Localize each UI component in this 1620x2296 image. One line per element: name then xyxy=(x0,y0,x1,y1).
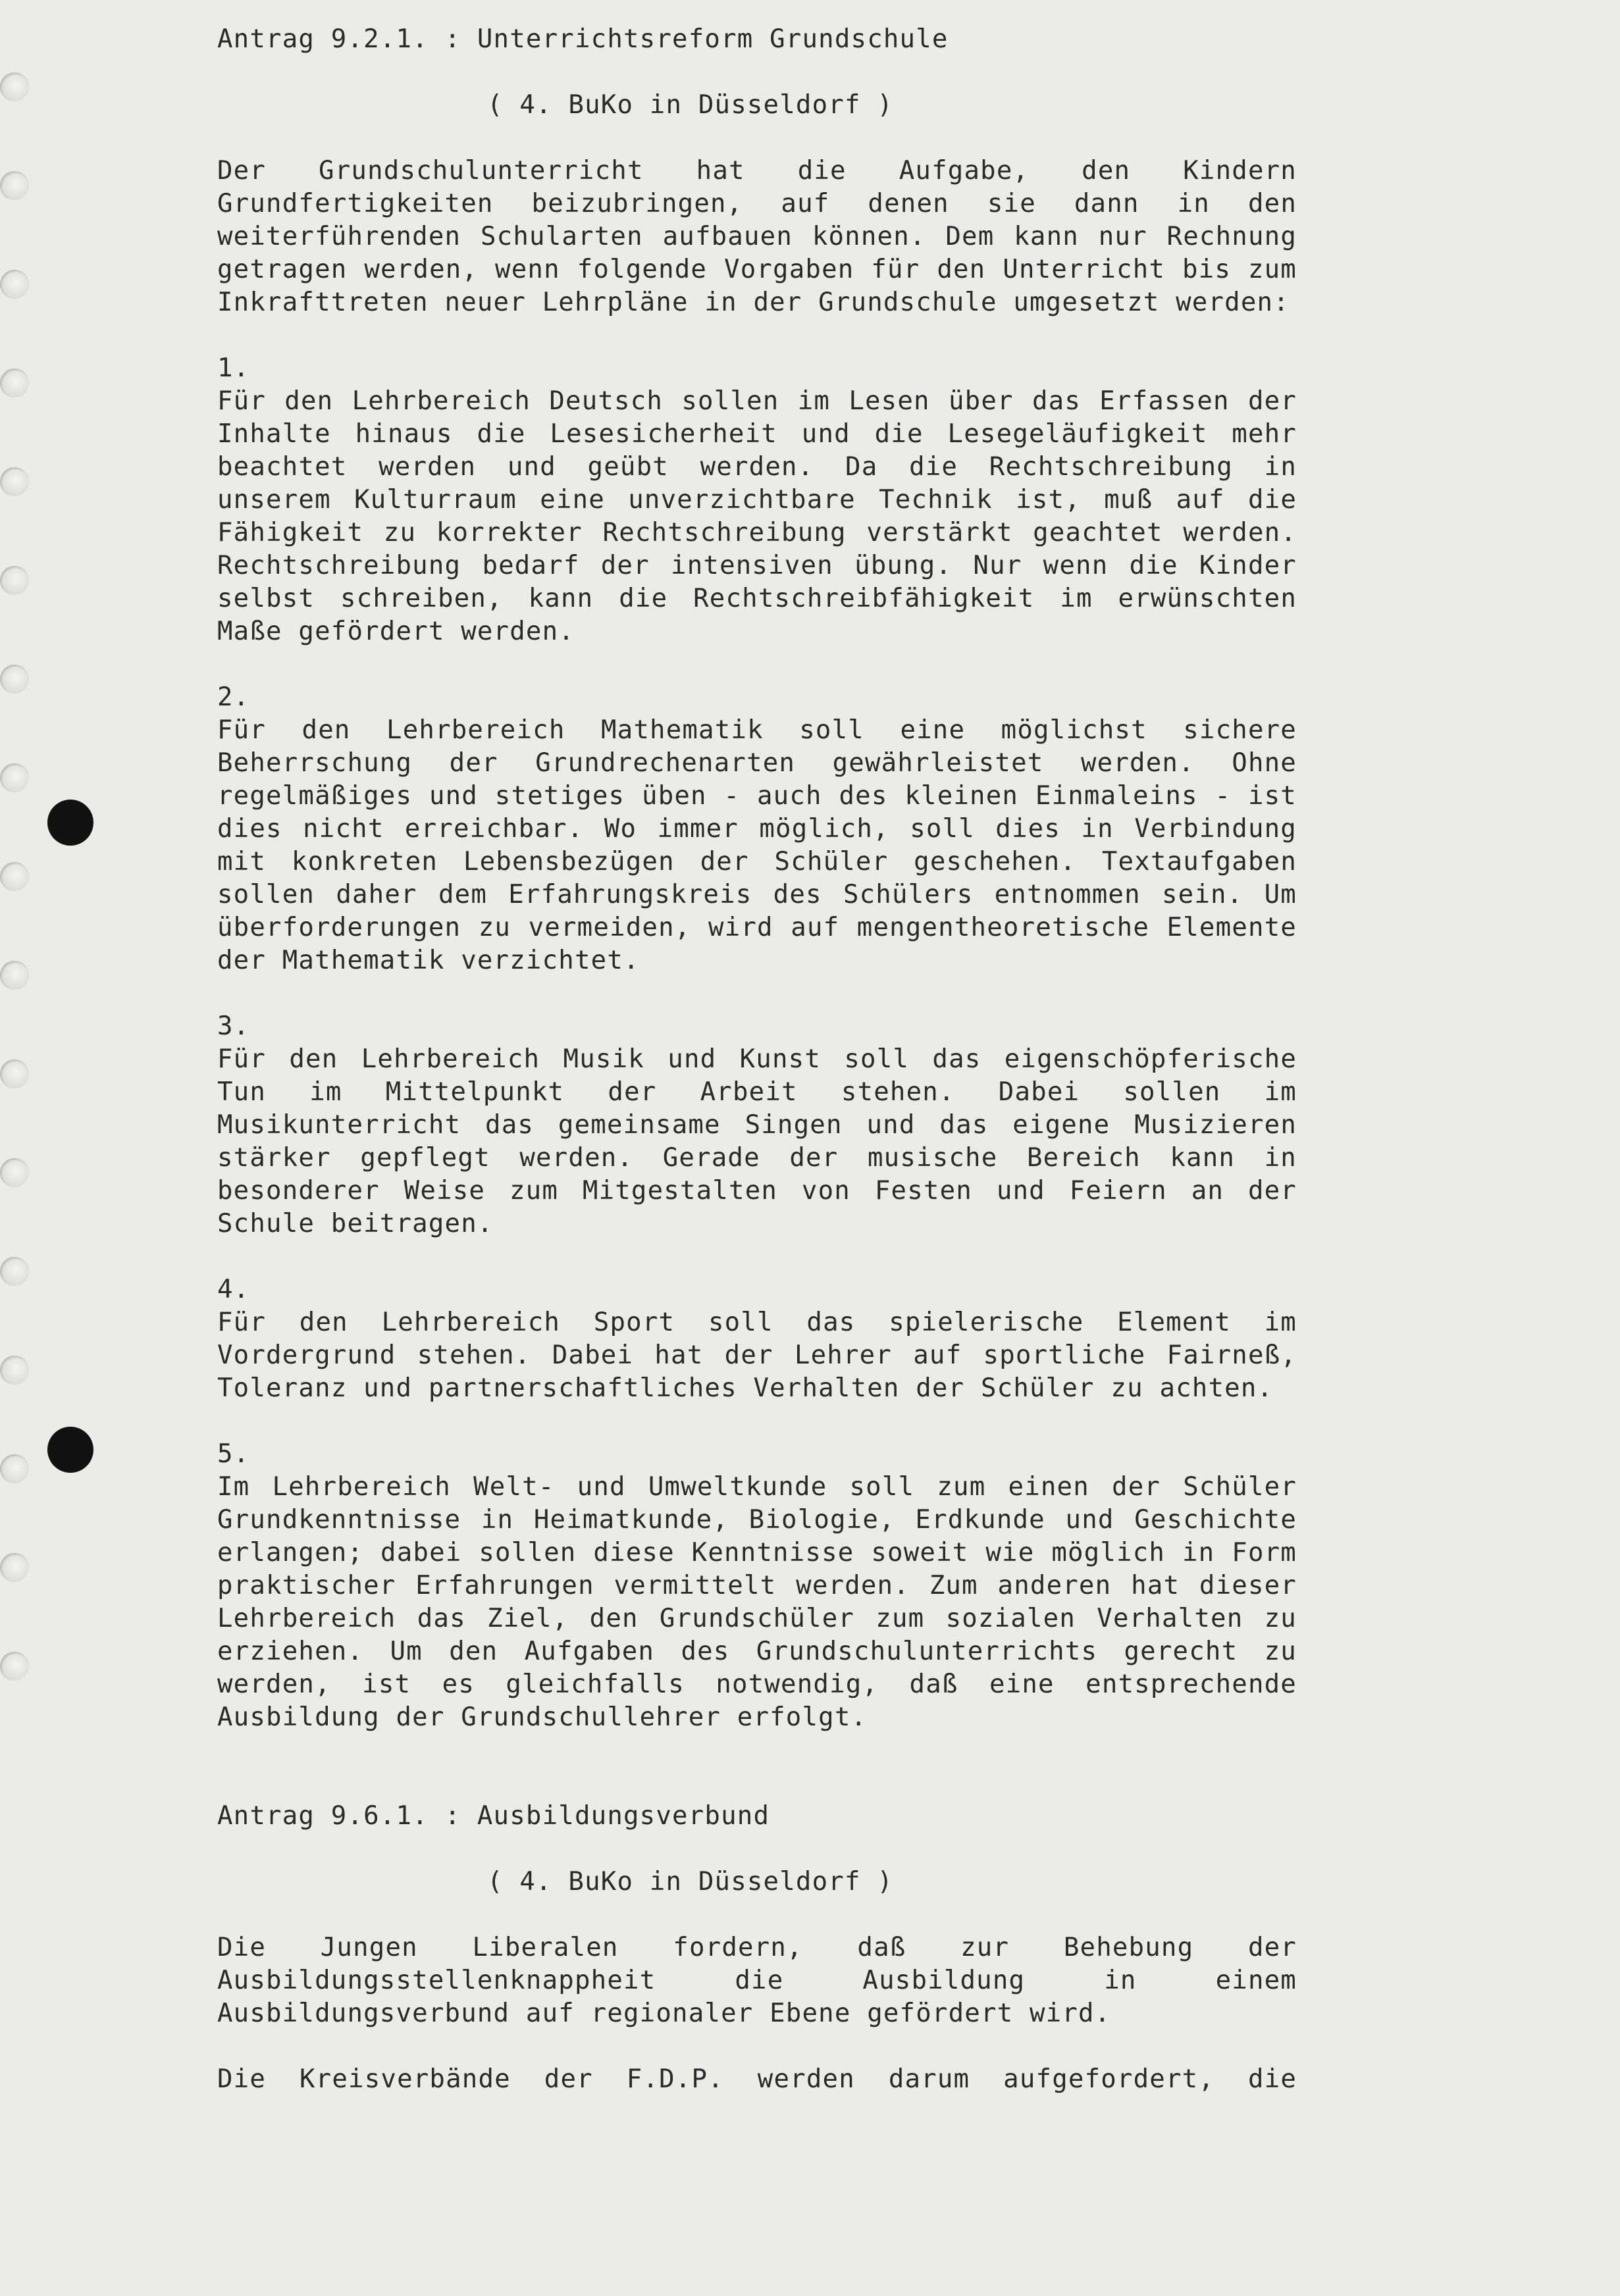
motion-ausbildungsverbund xyxy=(217,1800,1297,2096)
motion-source: ( 4. BuKo in Düsseldorf ) xyxy=(487,1867,893,1897)
item-number: 4. xyxy=(217,1275,250,1304)
item-text: Für den Lehrbereich Deutsch sollen im Lesen über das Erfassen der Inhalte hinaus die Lesesicherheit und die Lesegeläufigkeit mehr beachtet werden und geübt werden. Da die Rechtschreibung in unserem Kulturraum eine unverzichtbare Technik ist, muß auf die Fähigkeit zu korrekter Rechtschreibung verstärkt geachtet werden. Rechtschreibung bedarf der intensiven übung. Nur wenn die Kinder selbst schreiben, kann die Rechtschreibfähigkeit im erwünschten Maße gefördert werden. xyxy=(217,386,1297,646)
binder-hole xyxy=(0,369,29,397)
binder-hole xyxy=(0,665,29,694)
binder-hole xyxy=(0,1553,29,1582)
punch-hole xyxy=(47,800,93,846)
item-text: Für den Lehrbereich Mathematik soll eine möglichst sichere Beherrschung der Grundrechenarten gewährleistet werden. Ohne regelmäßiges und stetiges üben - auch des kleinen Einmaleins - ist dies nicht erreichbar. Wo immer möglich, soll dies in Verbindung mit konkreten Lebensbezügen der Schüler geschehen. Textaufgaben sollen daher dem Erfahrungskreis des Schülers entnommen sein. Um überforderungen zu vermeiden, wird auf mengentheoretische Elemente der Mathematik verzichtet. xyxy=(217,715,1297,975)
item-text: Im Lehrbereich Welt- und Umweltkunde soll zum einen der Schüler Grundkenntnisse in Heimatkunde, Biologie, Erdkunde und Geschichte erlangen; dabei sollen diese Kenntnisse soweit wie möglich in Form praktischer Erfahrungen vermittelt werden. Zum anderen hat dieser Lehrbereich das Ziel, den Grundschüler zum sozialen Verhalten zu erziehen. Um den Aufgaben des Grundschulunterrichts gerecht zu werden, ist es gleichfalls notwendig, daß eine entsprechende Ausbildung der Grundschullehrer erfolgt. xyxy=(217,1472,1297,1732)
item-number: 2. xyxy=(217,682,250,712)
motion-heading: Antrag 9.6.1. : Ausbildungsverbund xyxy=(217,1801,770,1831)
motion-unterrichtsreform xyxy=(217,23,1297,1734)
motion-source: ( 4. BuKo in Düsseldorf ) xyxy=(487,90,893,120)
binder-hole xyxy=(0,270,29,299)
binder-hole xyxy=(0,1356,29,1385)
binder-hole xyxy=(0,961,29,990)
binder-hole xyxy=(0,467,29,496)
motion-heading: Antrag 9.2.1. : Unterrichtsreform Grundschule xyxy=(217,24,949,54)
binder-hole xyxy=(0,1059,29,1088)
binder-hole xyxy=(0,763,29,792)
binder-hole xyxy=(0,1158,29,1187)
binder-hole xyxy=(0,72,29,101)
document-page xyxy=(217,23,1297,2096)
binder-hole xyxy=(0,862,29,891)
item-number: 3. xyxy=(217,1011,250,1041)
binder-hole xyxy=(0,1454,29,1483)
item-text: Für den Lehrbereich Musik und Kunst soll das eigenschöpferische Tun im Mittelpunkt der Arbeit stehen. Dabei sollen im Musikunterricht das gemeinsame Singen und das eigene Musizieren stärker gepflegt werden. Gerade der musische Bereich kann in besonderer Weise zum Mitgestalten von Festen und Feiern an der Schule beitragen. xyxy=(217,1044,1297,1238)
binder-hole xyxy=(0,1652,29,1681)
motion-paragraph: Die Kreisverbände der F.D.P. werden darum aufgefordert, die xyxy=(217,2064,1297,2094)
motion-intro: Der Grundschulunterricht hat die Aufgabe, den Kindern Grundfertigkeiten beizubringen, auf denen sie dann in den weiterführenden Schularten aufbauen können. Dem kann nur Rechnung getragen werden, wenn folgende Vorgaben für den Unterricht bis zum Inkrafttreten neuer Lehrpläne in der Grundschule umgesetzt werden: xyxy=(217,156,1297,317)
item-text: Für den Lehrbereich Sport soll das spielerische Element im Vordergrund stehen. Dabei hat der Lehrer auf sportliche Fairneß, Toleranz und partnerschaftliches Verhalten der Schüler zu achten. xyxy=(217,1308,1297,1403)
punch-hole xyxy=(47,1427,93,1473)
binder-hole xyxy=(0,566,29,595)
binder-hole xyxy=(0,1257,29,1286)
motion-paragraph: Die Jungen Liberalen fordern, daß zur Behebung der Ausbildungsstellenknappheit die Ausbildung in einem Ausbildungsverbund auf regionaler Ebene gefördert wird. xyxy=(217,1933,1297,2028)
item-number: 1. xyxy=(217,353,250,383)
item-number: 5. xyxy=(217,1439,250,1469)
binder-hole xyxy=(0,171,29,200)
